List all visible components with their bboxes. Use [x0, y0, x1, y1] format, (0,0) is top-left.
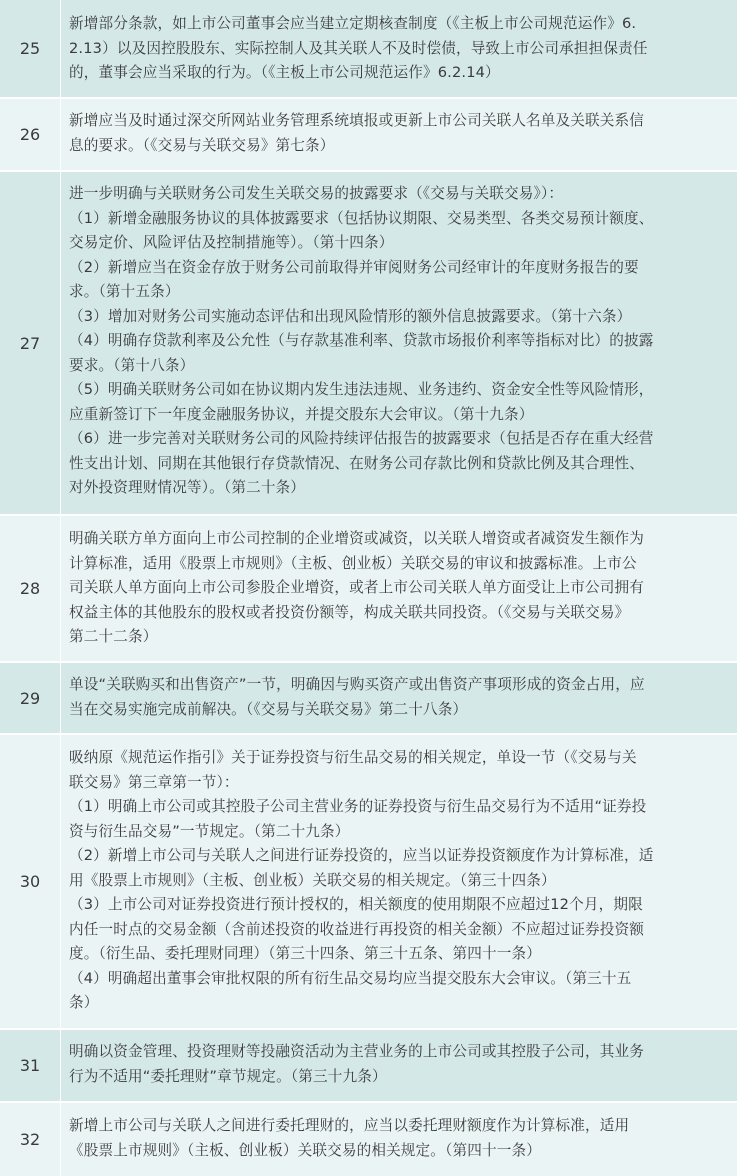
row-text	[69, 527, 729, 650]
text-line: （4）明确存贷款利率及公允性（与存款基准利率、贷款市场报价利率等指标对比）的披露	[69, 332, 654, 349]
table-row	[0, 172, 737, 514]
text-line: （3）增加对财务公司实施动态评估和出现风险情形的额外信息披露要求。（第十六条）	[69, 307, 632, 325]
text-line: （2）新增应当在资金存放于财务公司前取得并审阅财务公司经审计的年度财务报告的要	[69, 258, 639, 276]
text-line: 新增应当及时通过深交所网站业务管理系统填报或更新上市公司关联人名单及关联关系信	[69, 112, 645, 129]
text-line: 联交易》第三章第一节）：	[69, 773, 239, 791]
text-line: 新增上市公司与关联人之间进行委托理财的，应当以委托理财额度作为计算标准，适用	[69, 1117, 630, 1134]
text-line: 资与衍生品交易”一节规定。（第二十九条）	[69, 822, 350, 840]
text-line: （6）进一步完善对关联财务公司的风险持续评估报告的披露要求（包括是否存在重大经营	[69, 430, 654, 447]
text-line: （2）新增上市公司与关联人之间进行证券投资的，应当以证券投资额度作为计算标准，适	[69, 847, 654, 864]
row-text	[69, 12, 729, 86]
text-line: （1）新增金融服务协议的具体披露要求（包括协议期限、交易类型、各类交易预计额度、	[69, 209, 654, 227]
column-divider	[60, 99, 61, 170]
table-row	[0, 1030, 737, 1101]
row-text	[69, 673, 729, 722]
table-row	[0, 1103, 737, 1176]
text-line: 单设“关联购买和出售资产”一节，明确因与购买资产或出售资产事项形成的资金占用，应	[69, 676, 645, 693]
row-number: 26	[19, 125, 41, 144]
text-line: 《股票上市规则》（主板、创业板）关联交易的相关规定。（第四十一条）	[69, 1141, 541, 1159]
text-line: 内任一时点的交易金额（含前述投资的收益进行再投资的相关金额）不应超过证券投资额	[69, 920, 645, 938]
row-text	[69, 109, 729, 158]
text-line: 息的要求。（《交易与关联交易》第七条）	[69, 136, 335, 154]
text-line: 应重新签订下一年度金融服务协议，并提交股东大会审议。（第十九条）	[69, 405, 534, 423]
text-line: 明确以资金管理、投资理财等投融资活动为主营业务的上市公司或其控股子公司，其业务	[69, 1043, 645, 1060]
text-line: （4）明确超出董事会审批权限的所有衍生品交易均应当提交股东大会审议。（第三十五	[69, 969, 632, 987]
text-line: 进一步明确与关联财务公司发生关联交易的披露要求（《交易与关联交易》）：	[69, 185, 564, 202]
table-row	[0, 99, 737, 170]
text-line: 明确关联方单方面向上市公司控制的企业增资或减资，以关联人增资或者减资发生额作为	[69, 530, 645, 547]
text-line: 新增部分条款，如上市公司董事会应当建立定期核查制度（《主板上市公司规范运作》6.	[69, 15, 637, 32]
text-line: 的，董事会应当采取的行为。（《主板上市公司规范运作》6.2.14）	[69, 64, 500, 81]
column-divider	[60, 735, 61, 1028]
column-divider	[60, 663, 61, 733]
column-divider	[60, 516, 61, 661]
row-number: 31	[19, 1056, 41, 1075]
text-line: 吸纳原《规范运作指引》关于证券投资与衍生品交易的相关规定，单设一节（《交易与关	[69, 749, 637, 766]
text-line: 权益主体的其他股东的股权或者投资份额等，构成关联共同投资。（《交易与关联交易》	[69, 603, 630, 621]
row-number: 32	[19, 1130, 41, 1149]
text-line: 度。（衍生品、委托理财同理）（第三十四条、第三十五条、第四十一条）	[69, 945, 541, 962]
column-divider	[60, 0, 61, 97]
text-line: 求。（第十五条）	[69, 283, 180, 300]
text-line: 当在交易实施完成前解决。（《交易与关联交易》第二十八条）	[69, 700, 468, 718]
row-number: 29	[19, 688, 41, 708]
column-divider	[60, 1103, 61, 1176]
text-line: 性支出计划、同期在其他银行存贷款情况、在财务公司存款比例和贷款比例及其合理性、	[69, 454, 645, 472]
table-row	[0, 0, 737, 97]
table-row	[0, 516, 737, 661]
column-divider	[60, 172, 61, 514]
text-line: （5）明确关联财务公司如在协议期内发生违法违规、业务违约、资金安全性等风险情形，	[69, 381, 654, 398]
row-text	[69, 746, 729, 1016]
text-line: 条）	[69, 994, 99, 1011]
text-line: 2.13）以及因控股股东、实际控制人及其关联人不及时偿债，导致上市公司承担担保责任	[69, 39, 648, 57]
table-row	[0, 735, 737, 1028]
row-number: 30	[19, 872, 41, 891]
row-number: 25	[19, 39, 41, 58]
row-text	[69, 1114, 729, 1163]
row-text	[69, 182, 729, 501]
row-text	[69, 1040, 729, 1089]
text-line: 计算标准，适用《股票上市规则》（主板、创业板）关联交易的审议和披露标准。上市公	[69, 554, 637, 572]
text-line: 行为不适用“委托理财”章节规定。（第三十九条）	[69, 1067, 387, 1085]
text-line: （1）明确上市公司或其控股子公司主营业务的证券投资与衍生品交易行为不适用“证券投	[69, 798, 647, 815]
row-number: 28	[19, 579, 41, 598]
table-row	[0, 663, 737, 733]
column-divider	[60, 1030, 61, 1101]
row-number: 27	[19, 333, 41, 353]
text-line: （3）上市公司对证券投资进行预计授权的，相关额度的使用期限不应超过12个月，期限	[69, 896, 643, 913]
text-line: 对外投资理财情况等）。（第二十条）	[69, 479, 306, 496]
text-line: 交易定价、风险评估及控制措施等）。（第十四条）	[69, 234, 394, 251]
text-line: 要求。（第十八条）	[69, 356, 195, 374]
text-line: 司关联人单方面向上市公司参股企业增资，或者上市公司关联人单方面受让上市公司拥有	[69, 579, 645, 596]
text-line: 第二十二条）	[69, 628, 158, 645]
text-line: 用《股票上市规则》（主板、创业板）关联交易的相关规定。（第三十四条）	[69, 871, 556, 889]
